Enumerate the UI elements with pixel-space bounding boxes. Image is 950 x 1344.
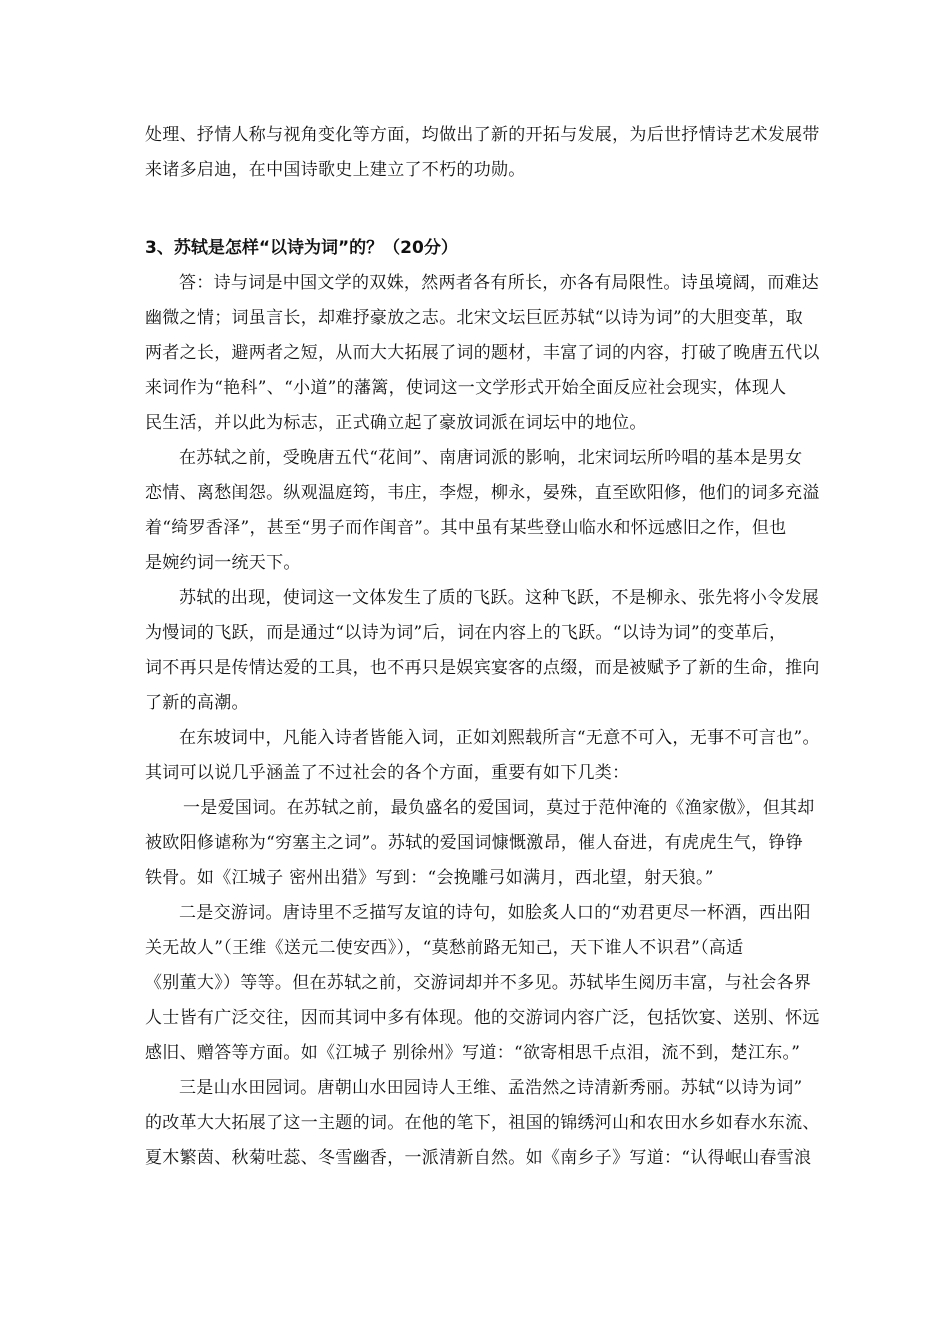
text-line: 来诸多启迪，在中国诗歌史上建立了不朽的功勋。	[145, 160, 526, 180]
text-line: 两者之长，避两者之短，从而大大拓展了词的题材，丰富了词的内容，打破了晚唐五代以	[145, 343, 820, 363]
text-line: 被欧阳修谑称为“穷塞主之词”。苏轼的爱国词慷慨激昂，催人奋进，有虎虎生气，铮铮	[145, 833, 804, 853]
text-line: 在东坡词中，凡能入诗者皆能入词，正如刘熙载所言“无意不可入，无事不可言也”。	[179, 728, 820, 748]
body-paragraph	[145, 1071, 820, 1176]
text-line: 来词作为“艳科”、“小道”的藩篱，使词这一文学形式开始全面反应社会现实，体现人	[145, 378, 787, 398]
document-page	[145, 118, 820, 1176]
text-line: 铁骨。如《江城子 密州出猎》写到：“会挽雕弓如满月，西北望，射天狼。”	[145, 868, 714, 888]
text-line: 处理、抒情人称与视角变化等方面，均做出了新的开拓与发展，为后世抒情诗艺术发展带	[145, 125, 820, 145]
body-paragraph	[145, 581, 820, 721]
text-line: 苏轼的出现，使词这一文体发生了质的飞跃。这种飞跃，不是柳永、张先将小令发展	[179, 588, 820, 608]
text-line: 《别董大》）等等。但在苏轼之前，交游词却并不多见。苏轼毕生阅历丰富，与社会各界	[145, 973, 812, 993]
section-gap	[145, 188, 810, 231]
text-line: 是婉约词一统天下。	[145, 553, 301, 573]
text-line: 了新的高潮。	[145, 693, 249, 713]
answer-paragraph	[145, 266, 820, 441]
body-paragraph	[145, 791, 815, 896]
text-line: 民生活，并以此为标志，正式确立起了豪放词派在词坛中的地位。	[145, 413, 647, 433]
intro-paragraph	[145, 118, 820, 188]
body-paragraph	[145, 441, 820, 581]
text-line: 关无故人”（王维《送元二使安西》），“莫愁前路无知己，天下谁人不识君”（高适	[145, 938, 744, 958]
text-line: 恋情、离愁闺怨。纵观温庭筠，韦庄，李煜，柳永，晏殊，直至欧阳修，他们的词多充溢	[145, 483, 820, 503]
text-line: 人士皆有广泛交往，因而其词中多有体现。他的交游词内容广泛，包括饮宴、送别、怀远	[145, 1008, 820, 1028]
text-line: 在苏轼之前，受晚唐五代“花间”、南唐词派的影响，北宋词坛所吟唱的基本是男女	[179, 448, 803, 468]
text-line: 着“绮罗香泽”，甚至“男子而作闺音”。其中虽有某些登山临水和怀远感旧之作，但也	[145, 518, 787, 538]
question-heading: 3、苏轼是怎样“以诗为词”的？（20分）	[145, 238, 458, 258]
text-line: 感旧、赠答等方面。如《江城子 别徐州》写道：“欲寄相思千点泪，流不到，楚江东。”	[145, 1043, 801, 1063]
text-line: 词不再只是传情达爱的工具，也不再只是娱宾宴客的点缀，而是被赋予了新的生命，推向	[145, 658, 820, 678]
body-paragraph	[145, 721, 820, 791]
body-paragraph	[145, 896, 820, 1071]
text-line: 三是山水田园词。唐朝山水田园诗人王维、孟浩然之诗清新秀丽。苏轼“以诗为词”	[179, 1078, 803, 1098]
text-line: 为慢词的飞跃，而是通过“以诗为词”后，词在内容上的飞跃。“以诗为词”的变革后，	[145, 623, 787, 643]
text-line: 幽微之情；词虽言长，却难抒豪放之志。北宋文坛巨匠苏轼“以诗为词”的大胆变革，取	[145, 308, 804, 328]
text-line: 的改革大大拓展了这一主题的词。在他的笔下，祖国的锦绣河山和农田水乡如春水东流、	[145, 1113, 820, 1133]
text-line: 二是交游词。唐诗里不乏描写友谊的诗句，如脍炙人口的“劝君更尽一杯酒，西出阳	[179, 903, 811, 923]
text-line: 答：诗与词是中国文学的双姝，然两者各有所长，亦各有局限性。诗虽境阔，而难达	[179, 273, 820, 293]
text-line: 一是爱国词。在苏轼之前，最负盛名的爱国词，莫过于范仲淹的《渔家傲》，但其却	[183, 798, 815, 818]
text-line: 其词可以说几乎涵盖了不过社会的各个方面，重要有如下几类：	[145, 763, 630, 783]
text-line: 夏木繁茵、秋菊吐蕊、冬雪幽香，一派清新自然。如《南乡子》写道：“认得岷山春雪浪	[145, 1148, 812, 1168]
